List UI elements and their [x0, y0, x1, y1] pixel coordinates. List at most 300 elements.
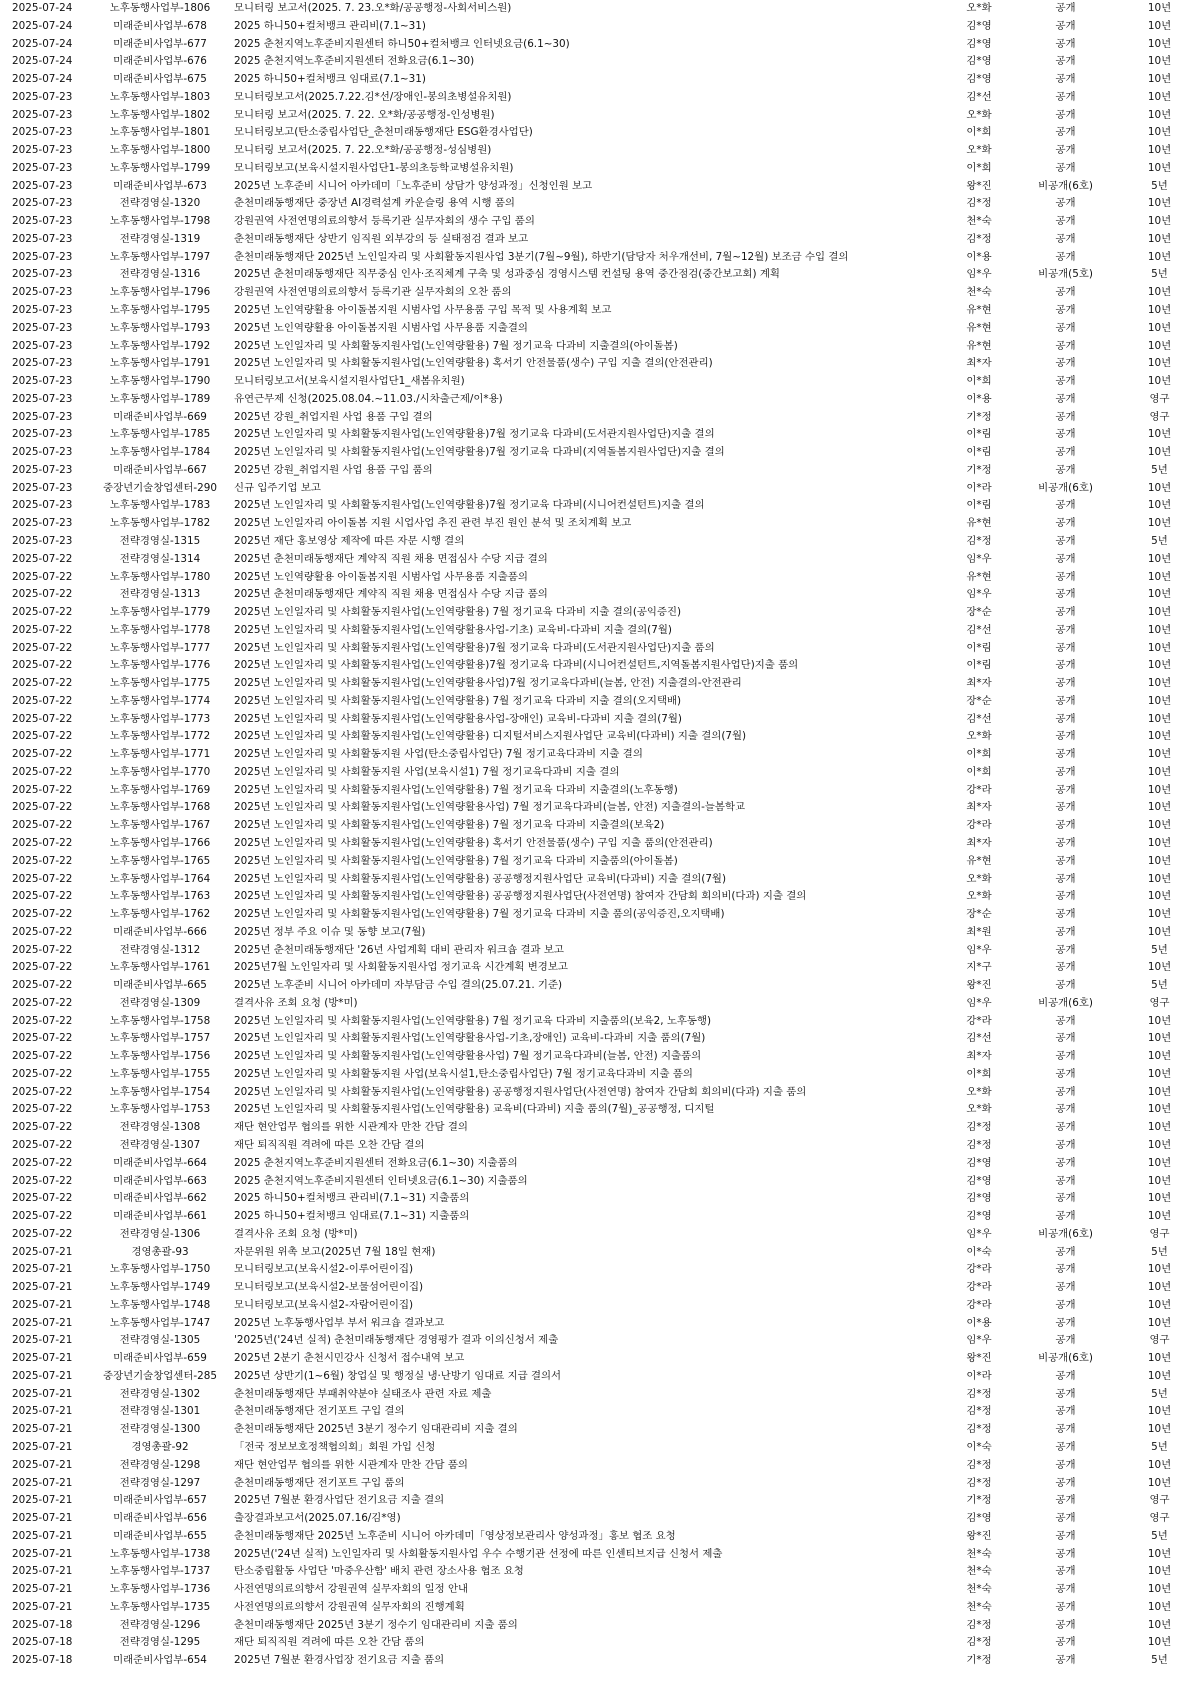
doc-title[interactable]: 2025년 노인일자리 아이돌봄 지원 시업사업 추진 관련 부진 원인 분석 및 조치계획 보고 [234, 517, 632, 530]
doc-retention: 10년 [1147, 606, 1172, 619]
doc-number: 미래준비사업부-675 [113, 73, 207, 86]
doc-retention: 10년 [1147, 126, 1172, 139]
doc-retention: 10년 [1147, 1298, 1172, 1311]
doc-date: 2025-07-22 [12, 1085, 73, 1098]
doc-author: 기*정 [966, 1654, 992, 1667]
doc-date: 2025-07-23 [12, 481, 73, 494]
doc-retention: 10년 [1147, 304, 1172, 317]
doc-author: 이*희 [966, 126, 992, 139]
doc-retention: 10년 [1147, 428, 1172, 441]
doc-title[interactable]: 2025년 노인일자리 및 사회활동지원사업(노인역량활용사업-장애인) 교육비-다과비 지출 결의(7월) [234, 712, 682, 725]
doc-disclosure: 공개 [1055, 1512, 1076, 1525]
table-row [0, 391, 1190, 409]
doc-title[interactable]: 2025년 노인일자리 및 사회활동지원사업(노인역량활용)7월 정기교육 다과비(도서관지원사업단)지출 결의 [234, 428, 715, 441]
doc-title[interactable]: 2025년 노인일자리 및 사회활동지원사업(노인역량활용) 7월 정기교육 다과비 지출결의(노후동행) [234, 783, 678, 796]
doc-disclosure: 공개 [1055, 1618, 1076, 1631]
table-row [0, 1332, 1190, 1350]
doc-number: 노후동행사업부-1761 [109, 961, 211, 974]
doc-author: 왕*진 [966, 179, 992, 192]
doc-retention: 영구 [1149, 1494, 1170, 1507]
doc-disclosure: 공개 [1055, 446, 1076, 459]
doc-title[interactable]: 2025 춘천지역노후준비지원센터 하니50+컬처뱅크 인터넷요금(6.1~30) [234, 37, 570, 50]
doc-number: 노후동행사업부-1772 [109, 730, 211, 743]
doc-title[interactable]: 춘천미래동행재단 2025년 3분기 정수기 임대관리비 지출 품의 [234, 1618, 518, 1631]
table-row [0, 1581, 1190, 1599]
doc-retention: 5년 [1151, 463, 1168, 476]
doc-author: 김*영 [966, 55, 992, 68]
doc-retention: 10년 [1147, 836, 1172, 849]
doc-disclosure: 비공개(6호) [1038, 179, 1093, 192]
doc-author: 장*순 [966, 694, 992, 707]
doc-author: 이*숙 [966, 1245, 992, 1258]
doc-retention: 10년 [1147, 1405, 1172, 1418]
doc-disclosure: 공개 [1055, 961, 1076, 974]
table-row [0, 906, 1190, 924]
doc-date: 2025-07-18 [12, 1636, 73, 1649]
doc-title[interactable]: 2025년 노인일자리 및 사회활동지원사업(노인역량활용) 7월 정기교육 다과비 지출결의(아이돌봄) [234, 339, 678, 352]
doc-disclosure: 공개 [1055, 1192, 1076, 1205]
doc-number: 노후동행사업부-1747 [109, 1316, 211, 1329]
doc-title[interactable]: 출장결과보고서(2025.07.16/김*영) [234, 1512, 401, 1525]
doc-number: 노후동행사업부-1763 [109, 890, 211, 903]
doc-number: 노후동행사업부-1750 [109, 1263, 211, 1276]
doc-disclosure: 공개 [1055, 250, 1076, 263]
doc-number: 전략경영실-1297 [119, 1476, 201, 1489]
doc-number: 노후동행사업부-1770 [109, 765, 211, 778]
doc-retention: 5년 [1151, 1654, 1168, 1667]
doc-title[interactable]: 2025년7월 노인일자리 및 사회활동지원사업 정기교육 시간계획 변경보고 [234, 961, 568, 974]
doc-number: 노후동행사업부-1801 [109, 126, 211, 139]
doc-disclosure: 공개 [1055, 90, 1076, 103]
doc-retention: 10년 [1147, 1352, 1172, 1365]
doc-title[interactable]: 2025년 춘천미래동행재단 '26년 사업계획 대비 관리자 워크숍 결과 보고 [234, 943, 564, 956]
doc-disclosure: 공개 [1055, 588, 1076, 601]
doc-date: 2025-07-21 [12, 1387, 73, 1400]
doc-title[interactable]: 2025년 재단 홍보영상 제작에 따른 자문 시행 결의 [234, 534, 465, 547]
doc-title[interactable]: 모니터링보고(보육시설2-자람어린이집) [234, 1298, 414, 1311]
doc-title[interactable]: '2025년('24년 실적) 춘천미래동행재단 경영평가 결과 이의신청서 제출 [234, 1334, 559, 1347]
doc-title[interactable]: 2025년 노인일자리 및 사회활동지원사업(노인역량활용) 7월 정기교육 다과비 지출 결의(오지택배) [234, 694, 682, 707]
doc-retention: 10년 [1147, 588, 1172, 601]
doc-title[interactable]: 2025년 노인일자리 및 사회활동지원사업(노인역량활용) 디지털서비스지원사업단 교육비(다과비) 지출 결의(7월) [234, 730, 747, 743]
doc-number: 노후동행사업부-1793 [109, 321, 211, 334]
doc-title[interactable]: 2025년 7월분 환경사업단 전기요금 지출 결의 [234, 1494, 445, 1507]
doc-title[interactable]: 2025년 노후동행사업부 부서 워크숍 결과보고 [234, 1316, 445, 1329]
doc-date: 2025-07-22 [12, 943, 73, 956]
doc-retention: 영구 [1149, 410, 1170, 423]
doc-disclosure: 공개 [1055, 1121, 1076, 1134]
doc-number: 노후동행사업부-1762 [109, 908, 211, 921]
doc-date: 2025-07-22 [12, 1192, 73, 1205]
doc-title[interactable]: 춘천미래동행재단 2025년 노인일자리 및 사회활동지원사업 3분기(7월~9월), 하반기(담당자 처우개선비, 7월~12월) 보조금 수입 결의 [234, 250, 849, 263]
doc-title[interactable]: 춘천미래동행재단 상반기 임직원 외부강의 등 실태점검 결과 보고 [234, 232, 529, 245]
doc-title[interactable]: 2025년 2분기 춘천시민강사 신청서 접수내역 보고 [234, 1352, 465, 1365]
doc-title[interactable]: 춘천미래동행재단 2025년 3분기 정수기 임대관리비 지출 결의 [234, 1423, 518, 1436]
doc-title[interactable]: 2025년 노인일자리 및 사회활동지원사업(노인역량활용사업-기초) 교육비-다과비 지출 결의(7월) [234, 623, 672, 636]
doc-number: 노후동행사업부-1768 [109, 801, 211, 814]
doc-title[interactable]: 춘천미래동행재단 전기포트 구입 결의 [234, 1405, 405, 1418]
doc-disclosure: 공개 [1055, 712, 1076, 725]
doc-retention: 10년 [1147, 1281, 1172, 1294]
doc-disclosure: 공개 [1055, 1174, 1076, 1187]
doc-disclosure: 공개 [1055, 783, 1076, 796]
table-row [0, 1599, 1190, 1617]
doc-date: 2025-07-22 [12, 712, 73, 725]
table-row [0, 1084, 1190, 1102]
table-row [0, 853, 1190, 871]
doc-author: 왕*진 [966, 1529, 992, 1542]
doc-disclosure: 공개 [1055, 232, 1076, 245]
doc-title[interactable]: 모니터링보고(보육시설2-보물섬어린이집) [234, 1281, 424, 1294]
table-row [0, 1492, 1190, 1510]
doc-date: 2025-07-21 [12, 1298, 73, 1311]
doc-number: 전략경영실-1305 [119, 1334, 201, 1347]
doc-author: 이*용 [966, 250, 992, 263]
doc-author: 강*라 [966, 819, 992, 832]
doc-author: 기*정 [966, 410, 992, 423]
doc-disclosure: 공개 [1055, 357, 1076, 370]
doc-disclosure: 공개 [1055, 677, 1076, 690]
doc-title[interactable]: 춘천미래동행재단 전기포트 구입 품의 [234, 1476, 405, 1489]
doc-title[interactable]: 모니터링 보고서(2025. 7. 22.오*화/공공행정-성심병원) [234, 144, 492, 157]
doc-author: 김*정 [966, 534, 992, 547]
doc-title[interactable]: 재단 현안업무 협의를 위한 시관계자 만찬 간담 결의 [234, 1121, 468, 1134]
doc-disclosure: 공개 [1055, 694, 1076, 707]
doc-disclosure: 비공개(6호) [1038, 1227, 1093, 1240]
table-row [0, 995, 1190, 1013]
doc-title[interactable]: 2025년 7월분 환경사업장 전기요금 지출 품의 [234, 1654, 445, 1667]
doc-author: 김*정 [966, 1618, 992, 1631]
doc-title[interactable]: 2025년 춘천미래동행재단 계약직 직원 채용 면접심사 수당 지급 결의 [234, 552, 548, 565]
doc-author: 강*라 [966, 1298, 992, 1311]
doc-retention: 10년 [1147, 748, 1172, 761]
table-row [0, 1190, 1190, 1208]
table-row [0, 0, 1190, 18]
doc-retention: 10년 [1147, 1192, 1172, 1205]
doc-date: 2025-07-23 [12, 392, 73, 405]
doc-title[interactable]: 유연근무제 신청(2025.08.04.~11.03./시차출근제/이*용) [234, 392, 503, 405]
doc-author: 이*용 [966, 1316, 992, 1329]
doc-number: 미래준비사업부-654 [113, 1654, 207, 1667]
doc-disclosure: 공개 [1055, 428, 1076, 441]
doc-disclosure: 공개 [1055, 1423, 1076, 1436]
doc-author: 유*현 [966, 517, 992, 530]
doc-disclosure: 비공개(6호) [1038, 996, 1093, 1009]
doc-date: 2025-07-21 [12, 1529, 73, 1542]
doc-disclosure: 공개 [1055, 534, 1076, 547]
doc-title[interactable]: 모니터링보고서(2025.7.22.김*선/장애인-봉의초병설유치원) [234, 90, 512, 103]
doc-disclosure: 공개 [1055, 2, 1076, 14]
doc-title[interactable]: 2025년 노인일자리 및 사회활동지원사업(노인역량활용사업) 7월 정기교육다과비(늘봄, 안전) 지출품의 [234, 1050, 702, 1063]
doc-title[interactable]: 2025년 노인일자리 및 사회활동지원사업(노인역량활용)7월 정기교육 다과비(지역돌봄지원사업단)지출 결의 [234, 446, 725, 459]
doc-number: 중장년기술창업센터-285 [103, 1369, 217, 1382]
doc-disclosure: 공개 [1055, 286, 1076, 299]
doc-number: 노후동행사업부-1777 [109, 641, 211, 654]
doc-date: 2025-07-22 [12, 801, 73, 814]
doc-author: 임*우 [966, 268, 992, 281]
doc-title[interactable]: 2025년 노후준비 시니어 아카데미「노후준비 상담가 양성과정」신청인원 보고 [234, 179, 593, 192]
doc-retention: 10년 [1147, 250, 1172, 263]
table-row [0, 728, 1190, 746]
table-row [0, 817, 1190, 835]
doc-disclosure: 공개 [1055, 126, 1076, 139]
doc-title[interactable]: 2025년 노인일자리 및 사회활동지원사업(노인역량활용) 혹서기 안전물품(생수) 구입 지출 품의(안전관리) [234, 836, 713, 849]
doc-title[interactable]: 2025년 노인일자리 및 사회활동지원사업(노인역량활용사업) 7월 정기교육다과비(늘봄, 안전) 지출결의-늘봄학교 [234, 801, 746, 814]
doc-date: 2025-07-22 [12, 1210, 73, 1223]
doc-title[interactable]: 강원권역 사전연명의료의향서 등록기관 실무자회의 생수 구입 품의 [234, 215, 535, 228]
doc-date: 2025-07-23 [12, 517, 73, 530]
doc-author: 김*선 [966, 712, 992, 725]
table-row [0, 231, 1190, 249]
doc-title[interactable]: 2025 하니50+컬처뱅크 임대료(7.1~31) 지출품의 [234, 1210, 470, 1223]
doc-title[interactable]: 2025년 노인일자리 및 사회활동지원사업(노인역량활용사업)7월 정기교육다과비(늘봄, 안전) 지출결의-안전관리 [234, 677, 742, 690]
doc-number: 노후동행사업부-1749 [109, 1281, 211, 1294]
table-row [0, 18, 1190, 36]
doc-disclosure: 공개 [1055, 144, 1076, 157]
doc-title[interactable]: 2025년 노인일자리 및 사회활동지원사업(노인역량활용) 혹서기 안전물품(생수) 구입 지출 결의(안전관리) [234, 357, 713, 370]
doc-date: 2025-07-22 [12, 1174, 73, 1187]
doc-disclosure: 공개 [1055, 1085, 1076, 1098]
doc-retention: 10년 [1147, 694, 1172, 707]
doc-disclosure: 공개 [1055, 392, 1076, 405]
doc-title[interactable]: 2025 하니50+컬처뱅크 임대료(7.1~31) [234, 73, 426, 86]
table-row [0, 1226, 1190, 1244]
doc-number: 노후동행사업부-1769 [109, 783, 211, 796]
doc-author: 김*정 [966, 1387, 992, 1400]
doc-title[interactable]: 2025년 노인역량활용 아이돌봄지원 시범사업 사무용품 구입 목적 및 사용계획 보고 [234, 304, 612, 317]
table-row [0, 355, 1190, 373]
table-row [0, 1048, 1190, 1066]
table-row [0, 249, 1190, 267]
doc-author: 왕*진 [966, 979, 992, 992]
doc-date: 2025-07-23 [12, 357, 73, 370]
doc-author: 오*화 [966, 890, 992, 903]
table-row [0, 1261, 1190, 1279]
table-row [0, 1546, 1190, 1564]
doc-title[interactable]: 2025 춘천지역노후준비지원센터 전화요금(6.1~30) 지출품의 [234, 1156, 518, 1169]
doc-retention: 10년 [1147, 641, 1172, 654]
doc-date: 2025-07-23 [12, 126, 73, 139]
doc-retention: 10년 [1147, 90, 1172, 103]
doc-title[interactable]: 재단 현안업무 협의를 위한 시관계자 만찬 간담 품의 [234, 1458, 468, 1471]
doc-retention: 10년 [1147, 55, 1172, 68]
doc-date: 2025-07-21 [12, 1600, 73, 1613]
doc-retention: 10년 [1147, 1369, 1172, 1382]
doc-title[interactable]: 춘천미래동행재단 중장년 AI경력설계 카운슬링 용역 시행 품의 [234, 197, 515, 210]
doc-number: 노후동행사업부-1806 [109, 2, 211, 14]
doc-author: 이*림 [966, 446, 992, 459]
doc-title[interactable]: 2025년 노인일자리 및 사회활동지원사업(노인역량활용) 7월 정기교육 다과비 지출결의(보육2) [234, 819, 665, 832]
doc-title[interactable]: 재단 퇴직직원 격려에 따른 오찬 간담 품의 [234, 1636, 425, 1649]
doc-title[interactable]: 2025년 노인역량활용 아이돌봄지원 시범사업 사무용품 지출결의 [234, 321, 528, 334]
doc-disclosure: 공개 [1055, 765, 1076, 778]
doc-title[interactable]: 2025년 노인일자리 및 사회활동지원 사업(탄소중립사업단) 7월 정기교육다과비 지출 결의 [234, 748, 643, 761]
doc-number: 미래준비사업부-661 [113, 1210, 207, 1223]
doc-number: 노후동행사업부-1771 [109, 748, 211, 761]
doc-retention: 10년 [1147, 819, 1172, 832]
doc-title[interactable]: 2025년 노후준비 시니어 아카데미 자부담금 수입 결의(25.07.21. 기준) [234, 979, 563, 992]
doc-title[interactable]: 2025년 노인일자리 및 사회활동지원사업(노인역량활용)7월 정기교육 다과비(시니어컨설턴트,지역돌봄지원사업단)지출 품의 [234, 659, 799, 672]
doc-title[interactable]: 2025년 노인일자리 및 사회활동지원사업(노인역량활용) 7월 정기교육 다과비 지출품의(보육2, 노후동행) [234, 1014, 712, 1027]
doc-disclosure: 공개 [1055, 908, 1076, 921]
doc-author: 강*라 [966, 783, 992, 796]
doc-author: 임*우 [966, 552, 992, 565]
doc-disclosure: 공개 [1055, 748, 1076, 761]
doc-title[interactable]: 재단 퇴직직원 격려에 따른 오찬 간담 결의 [234, 1139, 425, 1151]
table-row [0, 515, 1190, 533]
table-row [0, 497, 1190, 515]
doc-retention: 10년 [1147, 1476, 1172, 1489]
doc-disclosure: 공개 [1055, 925, 1076, 938]
doc-author: 이*라 [966, 1369, 992, 1382]
doc-date: 2025-07-22 [12, 908, 73, 921]
table-row [0, 124, 1190, 142]
doc-title[interactable]: 결격사유 조회 요청 (방*미) [234, 996, 358, 1009]
doc-date: 2025-07-22 [12, 623, 73, 636]
doc-disclosure: 공개 [1055, 1050, 1076, 1063]
doc-disclosure: 공개 [1055, 1156, 1076, 1169]
doc-title[interactable]: 2025년 정부 주요 이슈 및 동향 보고(7월) [234, 925, 426, 938]
doc-date: 2025-07-22 [12, 606, 73, 619]
doc-retention: 10년 [1147, 1423, 1172, 1436]
doc-number: 노후동행사업부-1798 [109, 215, 211, 228]
table-row [0, 107, 1190, 125]
doc-retention: 영구 [1149, 1227, 1170, 1240]
doc-author: 지*구 [966, 961, 992, 974]
table-row [0, 1030, 1190, 1048]
doc-title[interactable]: 2025년 노인일자리 및 사회활동지원사업(노인역량활용) 교육비(다과비) 지출 품의(7월)_공공행정, 디지털 [234, 1103, 715, 1116]
doc-title[interactable]: 2025 하니50+컬처뱅크 관리비(7.1~31) [234, 19, 426, 32]
doc-title[interactable]: 강원권역 사전연명의료의향서 등록기관 실무자회의 오찬 품의 [234, 286, 512, 299]
doc-title[interactable]: 춘천미래동행재단 2025년 노후준비 시니어 아카데미「영상정보관리사 양성과정」홍보 협조 요청 [234, 1529, 676, 1542]
doc-author: 기*정 [966, 463, 992, 476]
table-row [0, 1297, 1190, 1315]
doc-title[interactable]: 모니터링보고서(보육시설지원사업단1_새봄유치원) [234, 375, 465, 388]
doc-disclosure: 공개 [1055, 1547, 1076, 1560]
table-row [0, 764, 1190, 782]
doc-date: 2025-07-22 [12, 979, 73, 992]
doc-date: 2025-07-21 [12, 1263, 73, 1276]
doc-title[interactable]: 2025년 노인일자리 및 사회활동지원사업(노인역량활용) 공공행정지원사업단(사전연명) 참여자 간담회 회의비(다과) 지출 결의 [234, 890, 807, 903]
doc-title[interactable]: 2025년 노인일자리 및 사회활동지원사업(노인역량활용) 7월 정기교육 다과비 지출 결의(공익증진) [234, 606, 682, 619]
doc-number: 노후동행사업부-1791 [109, 357, 211, 370]
table-row [0, 1119, 1190, 1137]
doc-author: 최*자 [966, 801, 992, 814]
doc-title[interactable]: 2025년 노인일자리 및 사회활동지원사업(노인역량활용) 공공행정지원사업단(사전연명) 참여자 간담회 회의비(다과) 지출 품의 [234, 1085, 807, 1098]
doc-disclosure: 비공개(6호) [1038, 481, 1093, 494]
doc-author: 장*순 [966, 908, 992, 921]
doc-number: 노후동행사업부-1792 [109, 339, 211, 352]
table-row [0, 871, 1190, 889]
doc-date: 2025-07-22 [12, 1067, 73, 1080]
doc-retention: 영구 [1149, 1512, 1170, 1525]
doc-title[interactable]: 2025년 노인일자리 및 사회활동지원 사업(보육시설1,탄소중립사업단) 7월 정기교육다과비 지출 품의 [234, 1067, 693, 1080]
table-row [0, 1386, 1190, 1404]
doc-title[interactable]: 자문위원 위촉 보고(2025년 7월 18일 현재) [234, 1245, 436, 1258]
doc-number: 노후동행사업부-1758 [109, 1014, 211, 1027]
doc-title[interactable]: 「전국 정보보호정책협의회」회원 가입 신청 [234, 1441, 436, 1454]
doc-title[interactable]: 춘천미래동행재단 부패취약분야 실태조사 관련 자료 제출 [234, 1387, 492, 1400]
doc-number: 노후동행사업부-1783 [109, 499, 211, 512]
doc-retention: 10년 [1147, 232, 1172, 245]
doc-title[interactable]: 모니터링 보고서(2025. 7. 23.오*화/공공행정-사회서비스원) [234, 2, 512, 14]
table-row [0, 1173, 1190, 1191]
doc-author: 천*숙 [966, 286, 992, 299]
doc-title[interactable]: 모니터링보고(탄소중립사업단_춘천미래동행재단 ESG환경사업단) [234, 126, 533, 139]
doc-author: 이*용 [966, 392, 992, 405]
doc-title[interactable]: 탄소중립활동 사업단 '마중우산함' 배치 관련 장소사용 협조 요청 [234, 1565, 524, 1578]
doc-title[interactable]: 2025년 춘천미래동행재단 직무중심 인사·조직체계 구축 및 성과중심 경영시스템 컨설팅 용역 중간점검(중간보고회) 계획 [234, 268, 780, 281]
doc-title[interactable]: 2025년 노인일자리 및 사회활동지원사업(노인역량활용) 7월 정기교육 다과비 지출 품의(공익증진,오지택배) [234, 908, 725, 921]
doc-title[interactable]: 모니터링보고(보육시설지원사업단1-봉의초등학교병설유치원) [234, 161, 514, 174]
doc-title[interactable]: 2025년 노인일자리 및 사회활동지원사업(노인역량활용) 7월 정기교육 다과비 지출품의(아이돌봄) [234, 854, 678, 867]
doc-title[interactable]: 모니터링보고(보육시설2-이루어린이집) [234, 1263, 414, 1276]
doc-disclosure: 공개 [1055, 1600, 1076, 1613]
doc-date: 2025-07-23 [12, 375, 73, 388]
doc-title[interactable]: 2025년 노인일자리 및 사회활동지원사업(노인역량활용) 공공행정지원사업단 교육비(다과비) 지출 결의(7월) [234, 872, 727, 885]
table-row [0, 213, 1190, 231]
doc-date: 2025-07-22 [12, 641, 73, 654]
doc-author: 김*정 [966, 1423, 992, 1436]
doc-title[interactable]: 2025년 노인일자리 및 사회활동지원 사업(보육시설1) 7월 정기교육다과비 지출 결의 [234, 765, 620, 778]
doc-number: 노후동행사업부-1773 [109, 712, 211, 725]
doc-title[interactable]: 2025년 춘천미래동행재단 계약직 직원 채용 면접심사 수당 지급 품의 [234, 588, 548, 601]
doc-title[interactable]: 2025년 강원_취업지원 사업 용품 구입 품의 [234, 463, 433, 476]
doc-retention: 10년 [1147, 73, 1172, 86]
doc-date: 2025-07-23 [12, 268, 73, 281]
doc-title[interactable]: 사전연명의료의향서 강원권역 실무자회의 진행계획 [234, 1600, 465, 1613]
doc-number: 경영총괄-93 [131, 1245, 189, 1258]
doc-date: 2025-07-23 [12, 446, 73, 459]
doc-disclosure: 공개 [1055, 570, 1076, 583]
doc-title[interactable]: 사전연명의료의향서 강원권역 실무자회의 일정 안내 [234, 1583, 469, 1596]
doc-date: 2025-07-22 [12, 1103, 73, 1116]
doc-title[interactable]: 신규 입주기업 보고 [234, 481, 321, 494]
table-row [0, 1155, 1190, 1173]
doc-disclosure: 공개 [1055, 854, 1076, 867]
table-row [0, 586, 1190, 604]
doc-title[interactable]: 모니터링 보고서(2025. 7. 22. 오*화/공공행정-인성병원) [234, 108, 495, 121]
doc-date: 2025-07-22 [12, 552, 73, 565]
doc-author: 기*정 [966, 1494, 992, 1507]
doc-title[interactable]: 2025년 노인일자리 및 사회활동지원사업(노인역량활용사업-기초,장애인) 교육비-다과비 지출 품의(7월) [234, 1032, 706, 1045]
doc-title[interactable]: 2025년 노인역량활용 아이돌봄지원 시범사업 사무용품 지출품의 [234, 570, 528, 583]
doc-retention: 10년 [1147, 1263, 1172, 1276]
doc-number: 전략경영실-1301 [119, 1405, 201, 1418]
doc-date: 2025-07-22 [12, 730, 73, 743]
doc-number: 중장년기술창업센터-290 [103, 481, 217, 494]
doc-number: 미래준비사업부-659 [113, 1352, 207, 1365]
doc-number: 미래준비사업부-665 [113, 979, 207, 992]
table-row [0, 1563, 1190, 1581]
doc-number: 노후동행사업부-1756 [109, 1050, 211, 1063]
doc-retention: 10년 [1147, 925, 1172, 938]
doc-title[interactable]: 2025년 노인일자리 및 사회활동지원사업(노인역량활용)7월 정기교육 다과비(시니어컨설턴트)지출 결의 [234, 499, 705, 512]
doc-number: 노후동행사업부-1802 [109, 108, 211, 121]
doc-title[interactable]: 결격사유 조회 요청 (방*미) [234, 1227, 358, 1240]
doc-title[interactable]: 2025년 노인일자리 및 사회활동지원사업(노인역량활용)7월 정기교육 다과비(도서관지원사업단)지출 품의 [234, 641, 715, 654]
doc-title[interactable]: 2025 춘천지역노후준비지원센터 전화요금(6.1~30) [234, 55, 475, 68]
doc-disclosure: 공개 [1055, 517, 1076, 530]
doc-number: 전략경영실-1307 [119, 1139, 201, 1151]
doc-retention: 10년 [1147, 37, 1172, 50]
doc-author: 김*정 [966, 1636, 992, 1649]
doc-title[interactable]: 2025년 강원_취업지원 사업 용품 구입 결의 [234, 410, 433, 423]
doc-title[interactable]: 2025 춘천지역노후준비지원센터 인터넷요금(6.1~30) 지출품의 [234, 1174, 528, 1187]
doc-title[interactable]: 2025년 상반기(1~6월) 창업실 및 행정실 냉·난방기 임대료 지급 결의서 [234, 1369, 562, 1382]
doc-title[interactable]: 2025 하니50+컬처뱅크 관리비(7.1~31) 지출품의 [234, 1192, 470, 1205]
doc-title[interactable]: 2025년('24년 실적) 노인일자리 및 사회활동지원사업 우수 수행기관 선정에 따른 인센티브지급 신청서 제출 [234, 1547, 723, 1560]
